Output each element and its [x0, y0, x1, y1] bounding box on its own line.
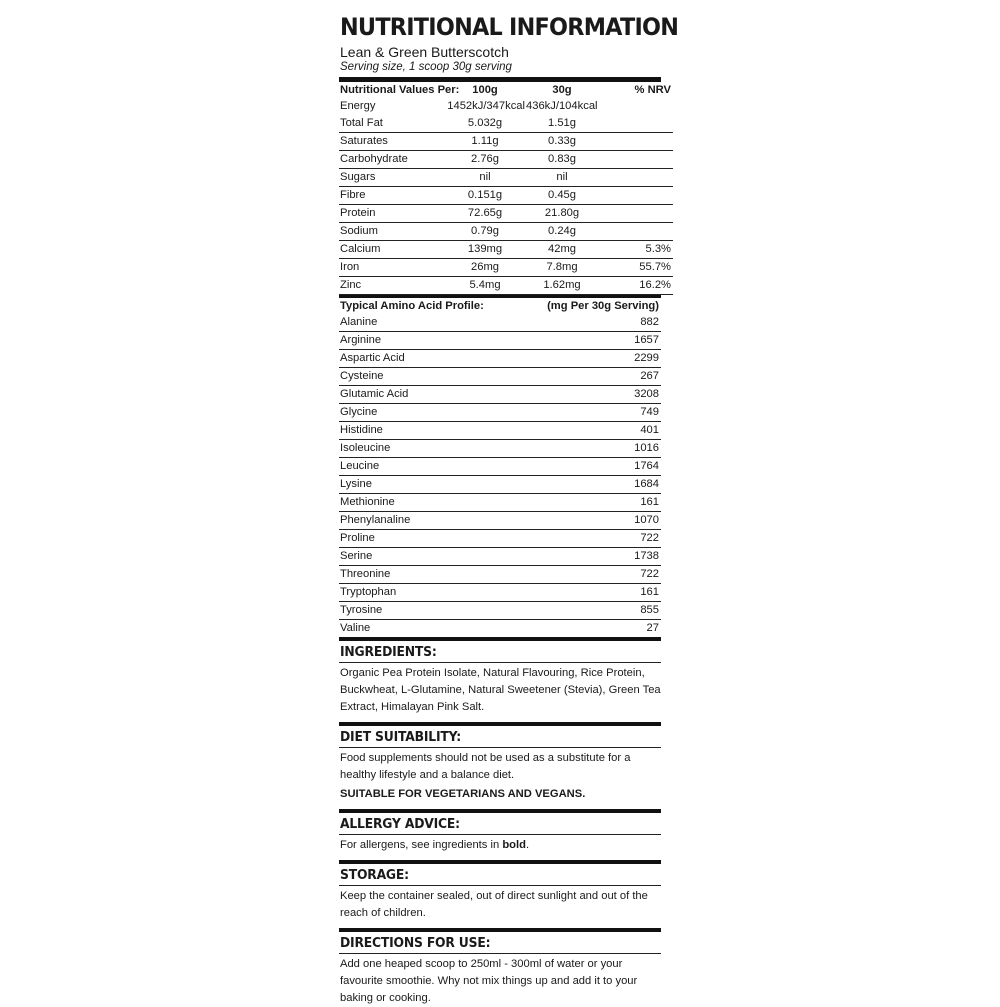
amino-name: Serine: [339, 548, 500, 566]
amino-value: 161: [500, 494, 661, 512]
allergy-text-bold: bold: [502, 839, 526, 851]
amino-name: Histidine: [339, 422, 500, 440]
nutrition-row: [339, 187, 673, 205]
ingredients-text: Organic Pea Protein Isolate, Natural Flavouring, Rice Protein, Buckwheat, L-Glutamine, Natural Sweetener (Stevia), Green Tea Extract, Himalayan Pink Salt.: [340, 667, 661, 713]
nutrition-rows: [339, 98, 673, 295]
nutrient-per-100g: 0.79g: [446, 223, 525, 241]
nutrient-per-100g: 0.151g: [446, 187, 525, 205]
nutrient-per-100g: nil: [446, 169, 525, 187]
header-nrv: % NRV: [634, 84, 671, 96]
directions-text: Add one heaped scoop to 250ml - 300ml of water or your favourite smoothie. Why not mix things up and add it to your baking or cooking.: [340, 958, 638, 1004]
nutrient-name: Saturates: [339, 133, 446, 151]
nutrient-per-30g: 21.80g: [525, 205, 600, 223]
nutrition-row: [339, 115, 673, 133]
nutrient-per-30g: 0.45g: [525, 187, 600, 205]
amino-value: 1016: [500, 440, 661, 458]
nutrition-row: [339, 277, 673, 295]
nutrition-row: [339, 151, 673, 169]
nutrient-per-30g: 436kJ/104kcal: [526, 100, 598, 112]
section-divider: [339, 809, 661, 813]
allergy-text-main: For allergens, see ingredients in: [340, 839, 503, 851]
amino-value: 27: [646, 622, 659, 634]
section-rule: [339, 747, 661, 748]
nutrient-nrv: [600, 169, 673, 187]
amino-row: [339, 404, 661, 422]
amino-name: Isoleucine: [339, 440, 500, 458]
amino-value: 3208: [500, 386, 661, 404]
amino-row: [339, 350, 661, 368]
amino-value: 2299: [500, 350, 661, 368]
nutrient-name: Sodium: [339, 223, 446, 241]
amino-name: Cysteine: [339, 368, 500, 386]
product-name: Lean & Green Butterscotch: [340, 44, 509, 60]
nutrient-nrv: [600, 205, 673, 223]
section-divider: [339, 928, 661, 932]
nutrient-name: Calcium: [339, 241, 446, 259]
amino-row: [339, 494, 661, 512]
amino-value: 1657: [500, 332, 661, 350]
amino-name: Aspartic Acid: [339, 350, 500, 368]
amino-row: [339, 458, 661, 476]
nutrition-row: [339, 223, 673, 241]
amino-name: Glycine: [339, 404, 500, 422]
diet-section: [339, 722, 661, 809]
amino-name: Valine: [340, 622, 371, 634]
amino-row: [339, 476, 661, 494]
amino-name: Glutamic Acid: [339, 386, 500, 404]
nutrient-per-30g: 0.24g: [525, 223, 600, 241]
nutrition-row: [339, 205, 673, 223]
amino-row: [339, 566, 661, 584]
amino-value: 722: [500, 566, 661, 584]
directions-heading: DIRECTIONS FOR USE:: [340, 936, 491, 951]
amino-row: [339, 530, 661, 548]
nutrient-nrv: [600, 187, 673, 205]
section-divider: [339, 637, 661, 641]
nutrient-per-30g: 1.62mg: [525, 277, 600, 295]
amino-value: 749: [500, 404, 661, 422]
nutrition-header-row: [339, 82, 673, 98]
amino-rows: [339, 314, 661, 637]
allergy-heading: ALLERGY ADVICE:: [340, 817, 460, 832]
nutrient-nrv: [600, 98, 673, 115]
nutrient-nrv: [600, 151, 673, 169]
nutrient-name: Iron: [339, 259, 446, 277]
nutrition-table: [339, 82, 673, 295]
amino-header-row: [339, 298, 661, 314]
storage-heading: STORAGE:: [340, 868, 409, 883]
diet-heading: DIET SUITABILITY:: [340, 730, 462, 745]
nutrition-row: [339, 259, 673, 277]
nutrition-row: [339, 241, 673, 259]
nutrient-per-30g: 0.33g: [525, 133, 600, 151]
nutrient-per-100g: 2.76g: [446, 151, 525, 169]
amino-row: [339, 422, 661, 440]
nutrient-per-100g: 1452kJ/347kcal: [447, 100, 525, 112]
directions-section: [339, 928, 661, 1007]
amino-row: [339, 332, 661, 350]
amino-name: Tryptophan: [339, 584, 500, 602]
nutrient-per-30g: 42mg: [525, 241, 600, 259]
section-rule: [339, 885, 661, 886]
header-amino-unit: (mg Per 30g Serving): [547, 300, 659, 312]
nutrient-name: Sugars: [339, 169, 446, 187]
amino-row: [339, 314, 661, 332]
nutrient-nrv: [600, 223, 673, 241]
amino-name: Phenylanaline: [339, 512, 500, 530]
amino-value: 882: [500, 314, 661, 332]
amino-name: Proline: [339, 530, 500, 548]
amino-row: [339, 368, 661, 386]
header-per-30g: 30g: [552, 84, 572, 96]
nutrient-per-30g: nil: [525, 169, 600, 187]
amino-name: Lysine: [339, 476, 500, 494]
section-rule: [339, 662, 661, 663]
amino-name: Threonine: [339, 566, 500, 584]
amino-name: Leucine: [339, 458, 500, 476]
nutrient-per-100g: 1.11g: [446, 133, 525, 151]
label-title: NUTRITIONAL INFORMATION: [340, 13, 679, 41]
nutrition-row: [339, 133, 673, 151]
amino-name: Tyrosine: [339, 602, 500, 620]
amino-value: 161: [500, 584, 661, 602]
amino-value: 855: [500, 602, 661, 620]
allergy-section: [339, 809, 661, 860]
amino-row: [339, 620, 661, 638]
amino-value: 401: [500, 422, 661, 440]
nutrient-name: Energy: [340, 100, 376, 112]
nutrient-per-100g: 26mg: [446, 259, 525, 277]
nutrient-name: Carbohydrate: [339, 151, 446, 169]
allergy-text: [340, 837, 661, 854]
amino-value: 1738: [500, 548, 661, 566]
section-divider: [339, 860, 661, 864]
amino-value: 267: [500, 368, 661, 386]
nutrient-per-30g: 7.8mg: [525, 259, 600, 277]
nutrition-row: [339, 98, 673, 115]
amino-value: 1684: [500, 476, 661, 494]
nutrient-name: Fibre: [339, 187, 446, 205]
amino-row: [339, 440, 661, 458]
section-rule: [339, 953, 661, 954]
nutrition-row: [339, 169, 673, 187]
diet-text: Food supplements should not be used as a substitute for a healthy lifestyle and a balance diet.: [340, 752, 631, 781]
amino-row: [339, 602, 661, 620]
nutrient-per-30g: 1.51g: [525, 115, 600, 133]
amino-name: Arginine: [339, 332, 500, 350]
section-rule: [339, 834, 661, 835]
amino-value: 1070: [500, 512, 661, 530]
amino-acid-table: [339, 298, 661, 637]
amino-row: [339, 584, 661, 602]
nutrition-label: [339, 12, 679, 1007]
serving-size: Serving size, 1 scoop 30g serving: [340, 61, 512, 73]
amino-name: Alanine: [339, 314, 500, 332]
nutrient-nrv: 16.2%: [600, 277, 673, 295]
nutrient-name: Total Fat: [339, 115, 446, 133]
ingredients-heading: INGREDIENTS:: [340, 645, 437, 660]
amino-name: Methionine: [339, 494, 500, 512]
nutrient-per-100g: 5.032g: [446, 115, 525, 133]
nutrient-nrv: 5.3%: [600, 241, 673, 259]
header-nutritional-values: Nutritional Values Per:: [340, 84, 460, 96]
nutrient-per-100g: 139mg: [446, 241, 525, 259]
storage-text: Keep the container sealed, out of direct sunlight and out of the reach of children.: [340, 890, 648, 919]
nutrient-nrv: [600, 133, 673, 151]
amino-row: [339, 512, 661, 530]
amino-value: 722: [500, 530, 661, 548]
nutrient-per-100g: 72.65g: [446, 205, 525, 223]
nutrient-nrv: 55.7%: [600, 259, 673, 277]
amino-row: [339, 386, 661, 404]
amino-value: 1764: [500, 458, 661, 476]
amino-row: [339, 548, 661, 566]
allergy-text-end: .: [525, 839, 530, 851]
vegan-statement: SUITABLE FOR VEGETARIANS AND VEGANS.: [340, 788, 586, 800]
nutrient-per-100g: 5.4mg: [446, 277, 525, 295]
header-amino-profile: Typical Amino Acid Profile:: [340, 300, 484, 312]
storage-section: [339, 860, 661, 928]
nutrient-per-30g: 0.83g: [525, 151, 600, 169]
ingredients-section: [339, 637, 661, 722]
section-divider: [339, 722, 661, 726]
header-per-100g: 100g: [472, 84, 498, 96]
nutrient-name: Protein: [339, 205, 446, 223]
nutrient-name: Zinc: [339, 277, 446, 295]
nutrient-nrv: [600, 115, 673, 133]
